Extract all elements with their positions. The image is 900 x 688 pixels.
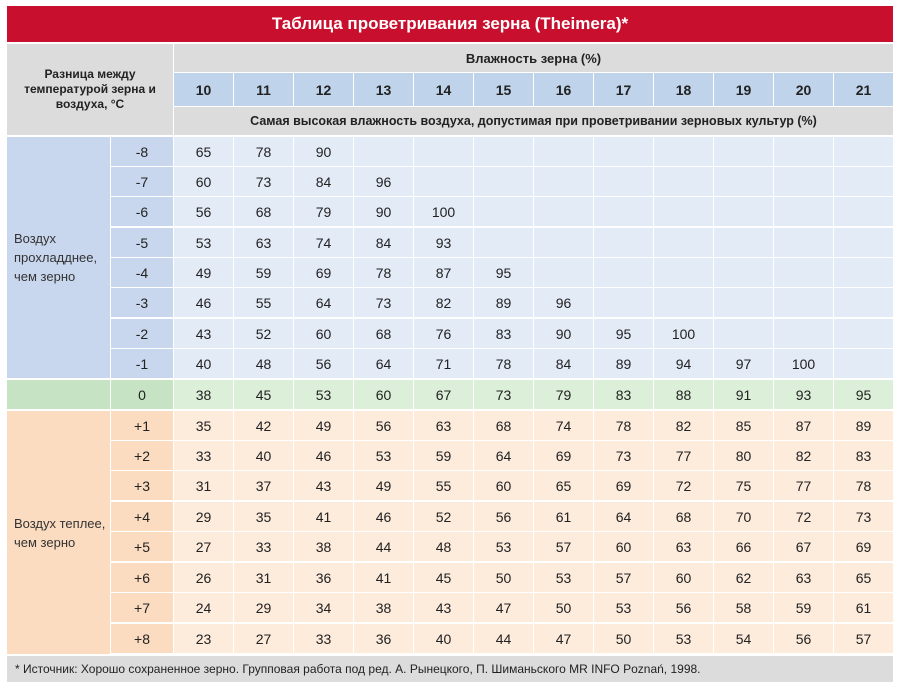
row-label: -8 [111, 137, 173, 166]
table-cell: 68 [654, 502, 713, 531]
table-cell: 29 [234, 593, 293, 622]
column-header: 19 [714, 73, 773, 106]
table-cell [474, 228, 533, 257]
table-cell: 66 [714, 532, 773, 561]
table-cell: 70 [714, 502, 773, 531]
row-label: +3 [111, 471, 173, 500]
table-cell: 60 [294, 319, 353, 348]
table-cell [714, 258, 773, 287]
table-cell [354, 137, 413, 166]
group-label-neutral [7, 380, 110, 409]
table-cell: 64 [474, 441, 533, 470]
table-cell: 73 [594, 441, 653, 470]
table-cell: 78 [474, 349, 533, 378]
table-cell: 89 [834, 411, 893, 440]
table-cell: 57 [834, 624, 893, 653]
table-cell: 74 [294, 228, 353, 257]
table-cell: 60 [174, 167, 233, 196]
table-title: Таблица проветривания зерна (Theimera)* [7, 6, 893, 42]
table-cell: 78 [354, 258, 413, 287]
table-cell: 67 [774, 532, 833, 561]
table-row [111, 532, 893, 561]
row-label: +6 [111, 563, 173, 592]
table-cell: 29 [174, 502, 233, 531]
table-row [111, 228, 893, 257]
table-cell: 69 [834, 532, 893, 561]
table-cell: 63 [234, 228, 293, 257]
table-cell [594, 197, 653, 226]
table-cell: 58 [714, 593, 773, 622]
table-cell: 64 [594, 502, 653, 531]
table-cell: 33 [174, 441, 233, 470]
table-cell [834, 319, 893, 348]
column-headers [174, 73, 893, 106]
table-cell [714, 288, 773, 317]
table-cell: 73 [834, 502, 893, 531]
table-cell: 94 [654, 349, 713, 378]
table-cell: 43 [414, 593, 473, 622]
table-cell: 100 [414, 197, 473, 226]
table-cell [474, 197, 533, 226]
table-cell [774, 319, 833, 348]
table-cell [774, 137, 833, 166]
table-cell: 60 [654, 563, 713, 592]
table-cell: 56 [294, 349, 353, 378]
table-cell: 93 [774, 380, 833, 409]
table-cell: 68 [354, 319, 413, 348]
table-cell [594, 258, 653, 287]
column-header: 20 [774, 73, 833, 106]
table-cell: 90 [294, 137, 353, 166]
table-cell: 48 [234, 349, 293, 378]
table-cell [534, 137, 593, 166]
table-cell [834, 288, 893, 317]
table-cell: 52 [414, 502, 473, 531]
table-cell: 78 [594, 411, 653, 440]
table-cell [834, 258, 893, 287]
table-cell: 87 [774, 411, 833, 440]
table-cell: 77 [774, 471, 833, 500]
table-cell: 61 [534, 502, 593, 531]
table-cell: 59 [774, 593, 833, 622]
table-cell: 90 [534, 319, 593, 348]
table-cell: 53 [654, 624, 713, 653]
row-label: -4 [111, 258, 173, 287]
table-cell [774, 167, 833, 196]
table-cell: 82 [414, 288, 473, 317]
table-cell: 97 [714, 349, 773, 378]
table-row [111, 441, 893, 470]
table-cell: 57 [534, 532, 593, 561]
table-cell: 63 [774, 563, 833, 592]
table-cell [774, 228, 833, 257]
table-cell: 53 [294, 380, 353, 409]
table-cell: 36 [354, 624, 413, 653]
row-label: -3 [111, 288, 173, 317]
table-cell: 41 [294, 502, 353, 531]
table-cell: 77 [654, 441, 713, 470]
table-cell [714, 137, 773, 166]
table-cell: 46 [174, 288, 233, 317]
table-cell [714, 197, 773, 226]
table-cell: 96 [534, 288, 593, 317]
table-cell: 33 [294, 624, 353, 653]
table-cell [534, 258, 593, 287]
table-cell: 35 [174, 411, 233, 440]
table-cell: 96 [354, 167, 413, 196]
table-cell: 78 [234, 137, 293, 166]
table-cell: 65 [834, 563, 893, 592]
table-cell [714, 167, 773, 196]
row-label: -2 [111, 319, 173, 348]
table-cell: 38 [174, 380, 233, 409]
table-cell: 41 [354, 563, 413, 592]
row-label: -6 [111, 197, 173, 226]
table-cell: 43 [294, 471, 353, 500]
table-cell [474, 137, 533, 166]
table-cell [534, 167, 593, 196]
table-cell [834, 167, 893, 196]
table-cell [594, 228, 653, 257]
table-cell: 48 [414, 532, 473, 561]
table-cell: 79 [294, 197, 353, 226]
table-cell: 61 [834, 593, 893, 622]
table-cell: 73 [474, 380, 533, 409]
table-row [111, 258, 893, 287]
row-label: +4 [111, 502, 173, 531]
table-cell: 40 [414, 624, 473, 653]
table-cell [654, 197, 713, 226]
table-cell: 83 [474, 319, 533, 348]
table-cell: 45 [234, 380, 293, 409]
table-cell: 83 [834, 441, 893, 470]
table-cell: 73 [234, 167, 293, 196]
table-cell: 34 [294, 593, 353, 622]
table-cell: 84 [294, 167, 353, 196]
table-cell: 42 [234, 411, 293, 440]
table-cell: 95 [594, 319, 653, 348]
table-cell: 67 [414, 380, 473, 409]
table-cell: 55 [414, 471, 473, 500]
table-cell: 82 [654, 411, 713, 440]
table-cell: 44 [354, 532, 413, 561]
table-cell: 100 [774, 349, 833, 378]
table-cell: 24 [174, 593, 233, 622]
table-cell [834, 349, 893, 378]
source-footnote: * Источник: Хорошо сохраненное зерно. Групповая работа под ред. А. Рынецкого, П. Шиманьского MR INFO Poznań, 1998. [7, 656, 893, 682]
table-cell: 27 [174, 532, 233, 561]
table-cell: 44 [474, 624, 533, 653]
row-label: -1 [111, 349, 173, 378]
table-cell [654, 258, 713, 287]
table-cell: 69 [594, 471, 653, 500]
table-cell: 36 [294, 563, 353, 592]
table-cell: 87 [414, 258, 473, 287]
table-row [111, 502, 893, 531]
row-label: 0 [111, 380, 173, 409]
table-row [111, 411, 893, 440]
table-cell: 40 [234, 441, 293, 470]
table-cell: 64 [354, 349, 413, 378]
table-cell: 50 [534, 593, 593, 622]
table-cell: 56 [654, 593, 713, 622]
table-cell: 76 [414, 319, 473, 348]
table-cell: 100 [654, 319, 713, 348]
table-cell: 40 [174, 349, 233, 378]
table-cell [654, 288, 713, 317]
table-cell: 93 [414, 228, 473, 257]
row-label: +7 [111, 593, 173, 622]
table-cell: 69 [534, 441, 593, 470]
group-label-warmer: Воздух теплее, чем зерно [7, 411, 110, 654]
table-cell: 38 [294, 532, 353, 561]
table-cell: 52 [234, 319, 293, 348]
table-cell: 64 [294, 288, 353, 317]
table-row [111, 593, 893, 622]
table-cell: 53 [534, 563, 593, 592]
table-cell: 56 [174, 197, 233, 226]
table-cell [774, 288, 833, 317]
table-cell: 31 [174, 471, 233, 500]
table-cell: 72 [654, 471, 713, 500]
table-cell: 55 [234, 288, 293, 317]
table-cell [834, 137, 893, 166]
table-cell: 26 [174, 563, 233, 592]
column-header: 14 [414, 73, 473, 106]
table-row [111, 167, 893, 196]
table-cell: 84 [354, 228, 413, 257]
table-cell: 56 [474, 502, 533, 531]
table-cell: 68 [474, 411, 533, 440]
table-cell: 53 [354, 441, 413, 470]
table-cell: 75 [714, 471, 773, 500]
table-cell: 90 [354, 197, 413, 226]
table-cell: 63 [414, 411, 473, 440]
table-cell: 57 [594, 563, 653, 592]
table-cell: 37 [234, 471, 293, 500]
table-row [111, 349, 893, 378]
table-cell: 71 [414, 349, 473, 378]
column-header: 15 [474, 73, 533, 106]
row-label: +2 [111, 441, 173, 470]
table-cell: 73 [354, 288, 413, 317]
table-cell [774, 197, 833, 226]
table-cell: 65 [174, 137, 233, 166]
table-cell: 49 [294, 411, 353, 440]
table-cell: 91 [714, 380, 773, 409]
table-cell [654, 228, 713, 257]
row-label: +1 [111, 411, 173, 440]
table-cell [834, 197, 893, 226]
table-cell: 88 [654, 380, 713, 409]
table-cell [714, 228, 773, 257]
table-cell: 79 [534, 380, 593, 409]
table-row [111, 288, 893, 317]
row-label: -7 [111, 167, 173, 196]
humidity-header: Влажность зерна (%) [174, 44, 893, 72]
table-cell: 84 [534, 349, 593, 378]
column-header: 12 [294, 73, 353, 106]
table-cell: 53 [174, 228, 233, 257]
table-row [111, 471, 893, 500]
table-cell: 56 [774, 624, 833, 653]
table-cell: 59 [414, 441, 473, 470]
table-cell [534, 197, 593, 226]
column-header: 18 [654, 73, 713, 106]
table-cell: 83 [594, 380, 653, 409]
table-subheader: Самая высокая влажность воздуха, допустимая при проветривании зерновых культур (%) [174, 107, 893, 135]
table-cell: 65 [534, 471, 593, 500]
table-cell: 23 [174, 624, 233, 653]
table-cell: 49 [174, 258, 233, 287]
table-cell: 85 [714, 411, 773, 440]
table-row [111, 197, 893, 226]
table-cell [714, 319, 773, 348]
table-cell: 46 [294, 441, 353, 470]
column-header: 11 [234, 73, 293, 106]
table-cell: 47 [534, 624, 593, 653]
table-cell: 46 [354, 502, 413, 531]
table-cell: 53 [474, 532, 533, 561]
table-cell [774, 258, 833, 287]
table-cell: 95 [474, 258, 533, 287]
table-cell: 80 [714, 441, 773, 470]
table-cell: 49 [354, 471, 413, 500]
table-cell: 62 [714, 563, 773, 592]
table-cell [834, 228, 893, 257]
column-header: 13 [354, 73, 413, 106]
table-cell [654, 167, 713, 196]
row-label: -5 [111, 228, 173, 257]
table-cell: 33 [234, 532, 293, 561]
table-row [111, 624, 893, 653]
column-header: 17 [594, 73, 653, 106]
table-cell [414, 167, 473, 196]
group-label-cooler: Воздух прохладднее, чем зерно [7, 137, 110, 378]
table-cell [594, 167, 653, 196]
row-label: +8 [111, 624, 173, 653]
table-cell: 50 [474, 563, 533, 592]
table-cell: 31 [234, 563, 293, 592]
table-cell: 82 [774, 441, 833, 470]
table-cell: 89 [474, 288, 533, 317]
table-cell: 43 [174, 319, 233, 348]
table-cell [414, 137, 473, 166]
table-cell: 54 [714, 624, 773, 653]
table-cell: 50 [594, 624, 653, 653]
table-cell: 56 [354, 411, 413, 440]
table-cell: 60 [594, 532, 653, 561]
table-cell: 95 [834, 380, 893, 409]
table-cell: 45 [414, 563, 473, 592]
table-row [111, 563, 893, 592]
table-cell [474, 167, 533, 196]
table-cell: 53 [594, 593, 653, 622]
table-cell: 89 [594, 349, 653, 378]
table-cell: 38 [354, 593, 413, 622]
table-cell [594, 288, 653, 317]
row-header-label: Разница между температурой зерна и воздуха, °C [7, 44, 173, 135]
table-cell: 78 [834, 471, 893, 500]
table-cell: 74 [534, 411, 593, 440]
table-cell [534, 228, 593, 257]
column-header: 21 [834, 73, 893, 106]
table-cell: 68 [234, 197, 293, 226]
table-row [111, 137, 893, 166]
column-header: 16 [534, 73, 593, 106]
table-row [111, 319, 893, 348]
table-cell: 59 [234, 258, 293, 287]
table-row [111, 380, 893, 409]
table-cell: 69 [294, 258, 353, 287]
table-cell: 47 [474, 593, 533, 622]
table-cell [594, 137, 653, 166]
table-cell: 27 [234, 624, 293, 653]
row-label: +5 [111, 532, 173, 561]
table-cell: 35 [234, 502, 293, 531]
table-cell: 63 [654, 532, 713, 561]
table-cell: 72 [774, 502, 833, 531]
table-cell: 60 [354, 380, 413, 409]
table-cell [654, 137, 713, 166]
column-header: 10 [174, 73, 233, 106]
table-cell: 60 [474, 471, 533, 500]
